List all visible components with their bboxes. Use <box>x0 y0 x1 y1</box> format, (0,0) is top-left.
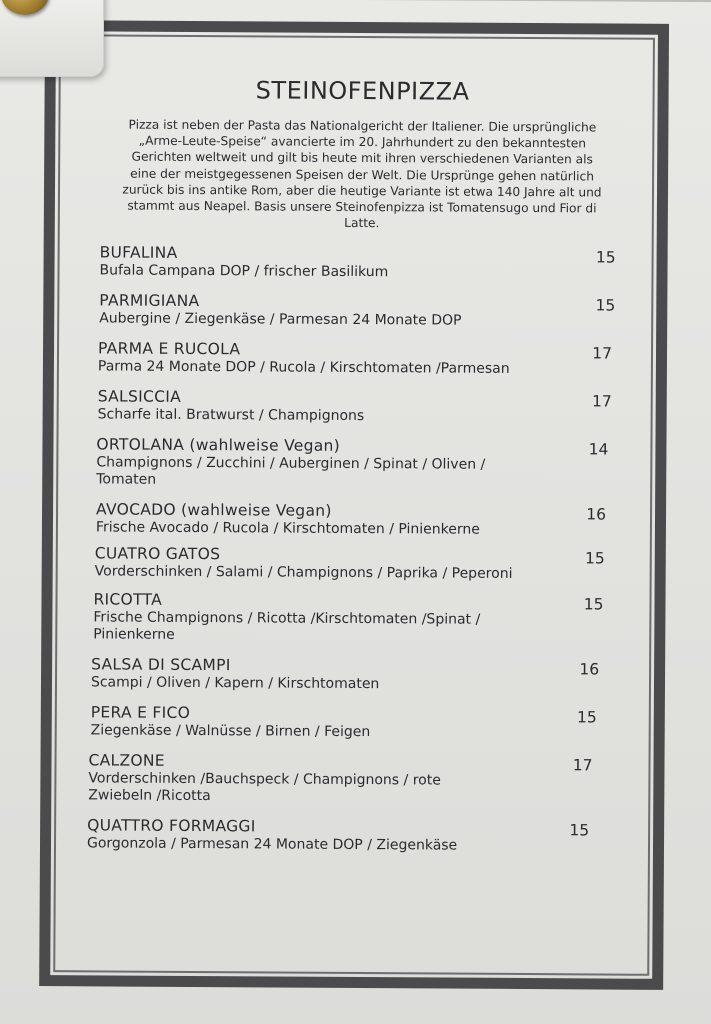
menu-item-name: CUATRO GATOS <box>94 544 221 564</box>
menu-item-price: 15 <box>595 248 616 267</box>
menu-item-price: 17 <box>591 392 612 411</box>
menu-item <box>93 590 604 647</box>
menu-item-name: QUATTRO FORMAGGI <box>87 816 256 836</box>
menu-item-name: ORTOLANA (wahlweise Vegan) <box>96 435 341 456</box>
menu-item-price: 17 <box>572 756 593 775</box>
menu-item <box>97 339 613 379</box>
menu-item-name: RICOTTA <box>93 590 163 610</box>
menu-item-price: 15 <box>595 296 616 315</box>
menu-item-price: 17 <box>592 344 613 363</box>
menu-item <box>97 387 612 427</box>
menu-item <box>88 751 593 808</box>
menu-item-name: CALZONE <box>88 751 165 771</box>
menu-item-description: Vorderschinken / Salami / Champignons / Paprika / Peperoni <box>94 563 513 583</box>
menu-content <box>86 75 616 856</box>
menu-item <box>99 243 616 283</box>
menu-item-description: Frische Champignons / Ricotta /Kirschtomaten /Spinat / Pinienkerne <box>93 609 481 644</box>
menu-item-price: 16 <box>586 505 607 524</box>
menu-intro: Pizza ist neben der Pasta das Nationalgericht der Italiener. Die ursprüngliche „Arme-Leute-Speise“ avancierte im 20. Jahrhundert zu den bekanntesten Gerichten weltweit und gilt bis heute mit ihren verschiedenen Varianten als eine der meistgegessenen Speisen der Welt. Die Ursprünge gehen natürlich zurück bis ins antike Rom, aber die heutige Variante ist etwa 140 Jahre alt und stammt aus Neapel. Basis unsere Steinofenpizza ist Tomatensugo und Fior di Latte. <box>122 117 602 231</box>
menu-item-name: AVOCADO (wahlweise Vegan) <box>96 500 332 521</box>
menu-item <box>96 435 609 492</box>
menu-title: STEINOFENPIZZA <box>255 76 470 106</box>
menu-item-name: SALSA DI SCAMPI <box>91 655 231 675</box>
menu-item <box>90 703 597 743</box>
menu-item-price: 15 <box>577 708 597 727</box>
menu-holder-clip <box>0 0 104 77</box>
menu-item-description: Ziegenkäse / Walnüsse / Birnen / Feigen <box>90 722 371 741</box>
menu-item-name: PARMA E RUCOLA <box>97 339 241 359</box>
brass-screw-icon <box>1 0 49 15</box>
menu-item <box>86 816 590 856</box>
menu-item-description: Aubergine / Ziegenkäse / Parmesan 24 Monate DOP <box>99 310 462 330</box>
menu-item-name: PARMIGIANA <box>99 291 200 311</box>
menu-item <box>94 544 605 584</box>
menu-item-description: Bufala Campana DOP / frischer Basilikum <box>99 262 389 281</box>
menu-item-name: PERA E FICO <box>90 703 191 723</box>
menu-item-description: Gorgonzola / Parmesan 24 Monate DOP / Ziegenkäse <box>86 835 458 855</box>
menu-item-name: BUFALINA <box>99 243 178 263</box>
menu-item <box>99 291 616 331</box>
menu-item-description: Parma 24 Monate DOP / Rucola / Kirschtomaten /Parmesan <box>97 358 510 378</box>
menu-item-price: 15 <box>569 821 590 840</box>
menu-item-description: Scharfe ital. Bratwurst / Champignons <box>97 406 365 425</box>
menu-item-name: SALSICCIA <box>97 387 182 407</box>
menu-item-description: Vorderschinken /Bauchspeck / Champignons / rote Zwiebeln /Ricotta <box>88 770 441 805</box>
menu-item-price: 14 <box>588 440 609 459</box>
menu-item-price: 16 <box>579 660 600 679</box>
menu-item-price: 15 <box>584 549 605 568</box>
menu-item-description: Champignons / Zucchini / Auberginen / Spinat / Oliven / Tomaten <box>96 454 486 489</box>
menu-item-description: Frische Avocado / Rucola / Kirschtomaten / Pinienkerne <box>95 519 480 539</box>
menu-item <box>90 655 600 695</box>
menu-item <box>95 500 607 540</box>
menu-item-price: 15 <box>583 595 604 614</box>
menu-item-description: Scampi / Oliven / Kapern / Kirschtomaten <box>90 674 380 693</box>
